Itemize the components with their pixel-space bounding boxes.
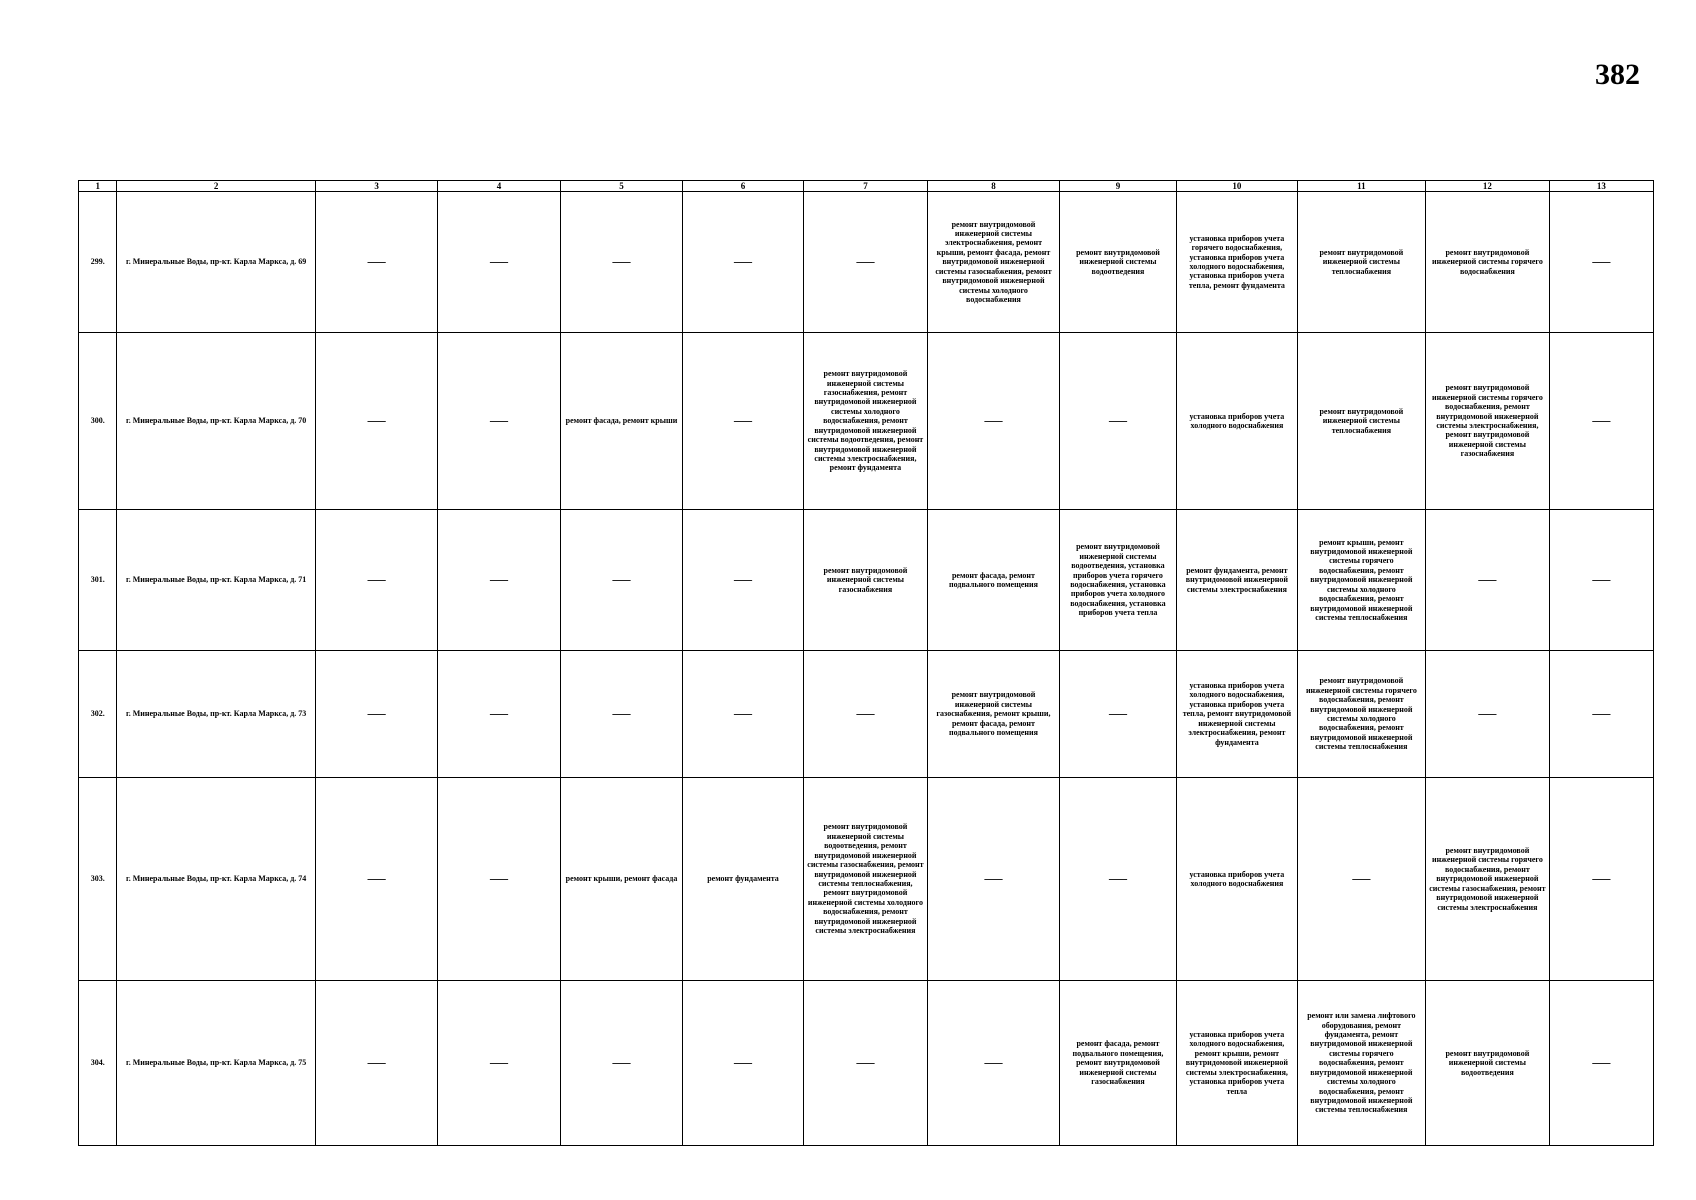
- dash-mark: —: [1592, 410, 1611, 431]
- empty-cell: [438, 333, 560, 510]
- empty-cell: [1549, 981, 1653, 1146]
- dash-mark: —: [1592, 868, 1611, 889]
- address-cell: г. Минеральные Воды, пр-кт. Карла Маркса, д. 75: [117, 981, 315, 1146]
- dash-mark: —: [1478, 569, 1497, 590]
- empty-cell: [438, 778, 560, 981]
- dash-mark: —: [1108, 410, 1127, 431]
- page-number: 382: [1595, 58, 1640, 91]
- dash-mark: —: [856, 251, 875, 272]
- repair-work-cell: ремонт крыши, ремонт внутридомовой инженерной системы горячего водоснабжения, ремонт внутридомовой инженерной системы холодного водоснабжения, ремонт внутридомовой инженерной системы теплоснабжения: [1297, 510, 1426, 651]
- empty-cell: [683, 192, 803, 333]
- repair-schedule-table: [78, 180, 1654, 1146]
- column-header: 1: [79, 181, 117, 192]
- table-row: [79, 651, 1654, 778]
- column-header: 10: [1177, 181, 1297, 192]
- empty-cell: [560, 981, 682, 1146]
- row-number: 304.: [79, 981, 117, 1146]
- column-header: 5: [560, 181, 682, 192]
- table-row: [79, 333, 1654, 510]
- dash-mark: —: [1592, 251, 1611, 272]
- table-body: [79, 192, 1654, 1146]
- dash-mark: —: [733, 703, 752, 724]
- repair-work-cell: ремонт внутридомовой инженерной системы газоснабжения: [803, 510, 928, 651]
- repair-work-cell: ремонт фундамента: [683, 778, 803, 981]
- empty-cell: [438, 510, 560, 651]
- dash-mark: —: [733, 569, 752, 590]
- repair-work-cell: ремонт фасада, ремонт крыши: [560, 333, 682, 510]
- empty-cell: [315, 192, 437, 333]
- empty-cell: [315, 651, 437, 778]
- address-cell: г. Минеральные Воды, пр-кт. Карла Маркса, д. 73: [117, 651, 315, 778]
- repair-work-cell: установка приборов учета холодного водоснабжения, установка приборов учета тепла, ремонт внутридомовой инженерной системы электроснабжения, ремонт фундамента: [1177, 651, 1297, 778]
- column-number-header-row: [79, 181, 1654, 192]
- empty-cell: [1059, 651, 1176, 778]
- address-cell: г. Минеральные Воды, пр-кт. Карла Маркса, д. 74: [117, 778, 315, 981]
- repair-work-cell: установка приборов учета холодного водоснабжения, ремонт крыши, ремонт внутридомовой инженерной системы электроснабжения, установка приборов учета тепла: [1177, 981, 1297, 1146]
- address-cell: г. Минеральные Воды, пр-кт. Карла Маркса, д. 69: [117, 192, 315, 333]
- empty-cell: [803, 981, 928, 1146]
- table-row: [79, 981, 1654, 1146]
- dash-mark: —: [733, 410, 752, 431]
- row-number: 301.: [79, 510, 117, 651]
- repair-work-cell: ремонт внутридомовой инженерной системы горячего водоснабжения, ремонт внутридомовой инженерной системы газоснабжения, ремонт внутридомовой инженерной системы электроснабжения: [1426, 778, 1549, 981]
- empty-cell: [928, 778, 1060, 981]
- repair-work-cell: ремонт внутридомовой инженерной системы водоотведения, ремонт внутридомовой инженерной системы газоснабжения, ремонт внутридомовой инженерной системы теплоснабжения, ремонт внутридомовой инженерной системы холодного водоснабжения, ремонт внутридомовой инженерной системы электроснабжения: [803, 778, 928, 981]
- repair-work-cell: ремонт внутридомовой инженерной системы горячего водоснабжения, ремонт внутридомовой инженерной системы холодного водоснабжения, ремонт внутридомовой инженерной системы теплоснабжения: [1297, 651, 1426, 778]
- empty-cell: [928, 981, 1060, 1146]
- address-cell: г. Минеральные Воды, пр-кт. Карла Маркса, д. 71: [117, 510, 315, 651]
- dash-mark: —: [1592, 703, 1611, 724]
- repair-work-cell: ремонт внутридомовой инженерной системы водоотведения: [1059, 192, 1176, 333]
- repair-work-cell: установка приборов учета холодного водоснабжения: [1177, 333, 1297, 510]
- empty-cell: [438, 981, 560, 1146]
- dash-mark: —: [1108, 703, 1127, 724]
- dash-mark: —: [984, 410, 1003, 431]
- row-number: 299.: [79, 192, 117, 333]
- repair-work-cell: ремонт внутридомовой инженерной системы газоснабжения, ремонт крыши, ремонт фасада, ремонт подвального помещения: [928, 651, 1060, 778]
- column-header: 13: [1549, 181, 1653, 192]
- empty-cell: [315, 981, 437, 1146]
- address-cell: г. Минеральные Воды, пр-кт. Карла Маркса, д. 70: [117, 333, 315, 510]
- empty-cell: [683, 333, 803, 510]
- column-header: 7: [803, 181, 928, 192]
- empty-cell: [315, 778, 437, 981]
- table-row: [79, 778, 1654, 981]
- column-header: 8: [928, 181, 1060, 192]
- repair-work-cell: установка приборов учета горячего водоснабжения, установка приборов учета холодного водоснабжения, установка приборов учета тепла, ремонт фундамента: [1177, 192, 1297, 333]
- table-row: [79, 510, 1654, 651]
- table-row: [79, 192, 1654, 333]
- dash-mark: —: [490, 251, 509, 272]
- dash-mark: —: [367, 569, 386, 590]
- repair-work-cell: ремонт внутридомовой инженерной системы теплоснабжения: [1297, 333, 1426, 510]
- dash-mark: —: [612, 251, 631, 272]
- empty-cell: [1426, 651, 1549, 778]
- row-number: 303.: [79, 778, 117, 981]
- dash-mark: —: [367, 1052, 386, 1073]
- dash-mark: —: [367, 251, 386, 272]
- repair-work-cell: установка приборов учета холодного водоснабжения: [1177, 778, 1297, 981]
- dash-mark: —: [1352, 868, 1371, 889]
- repair-work-cell: ремонт внутридомовой инженерной системы горячего водоснабжения: [1426, 192, 1549, 333]
- empty-cell: [315, 510, 437, 651]
- empty-cell: [1297, 778, 1426, 981]
- empty-cell: [1059, 778, 1176, 981]
- dash-mark: —: [733, 1052, 752, 1073]
- empty-cell: [1549, 778, 1653, 981]
- empty-cell: [683, 510, 803, 651]
- repair-work-cell: ремонт внутридомовой инженерной системы водоотведения: [1426, 981, 1549, 1146]
- dash-mark: —: [984, 868, 1003, 889]
- repair-work-cell: ремонт внутридомовой инженерной системы горячего водоснабжения, ремонт внутридомовой инженерной системы электроснабжения, ремонт внутридомовой инженерной системы газоснабжения: [1426, 333, 1549, 510]
- dash-mark: —: [612, 1052, 631, 1073]
- repair-work-cell: ремонт фасада, ремонт подвального помещения, ремонт внутридомовой инженерной системы газоснабжения: [1059, 981, 1176, 1146]
- repair-work-cell: ремонт внутридомовой инженерной системы газоснабжения, ремонт внутридомовой инженерной системы холодного водоснабжения, ремонт внутридомовой инженерной системы водоотведения, ремонт внутридомовой инженерной системы электроснабжения, ремонт фундамента: [803, 333, 928, 510]
- column-header: 12: [1426, 181, 1549, 192]
- repair-work-cell: ремонт фундамента, ремонт внутридомовой инженерной системы электроснабжения: [1177, 510, 1297, 651]
- repair-work-cell: ремонт или замена лифтового оборудования, ремонт фундамента, ремонт внутридомовой инженерной системы горячего водоснабжения, ремонт внутридомовой инженерной системы холодного водоснабжения, ремонт внутридомовой инженерной системы теплоснабжения: [1297, 981, 1426, 1146]
- dash-mark: —: [490, 868, 509, 889]
- dash-mark: —: [856, 1052, 875, 1073]
- empty-cell: [803, 651, 928, 778]
- dash-mark: —: [367, 868, 386, 889]
- empty-cell: [560, 192, 682, 333]
- empty-cell: [1059, 333, 1176, 510]
- empty-cell: [928, 333, 1060, 510]
- empty-cell: [560, 510, 682, 651]
- column-header: 6: [683, 181, 803, 192]
- dash-mark: —: [490, 410, 509, 431]
- repair-work-cell: ремонт фасада, ремонт подвального помещения: [928, 510, 1060, 651]
- column-header: 3: [315, 181, 437, 192]
- empty-cell: [1549, 192, 1653, 333]
- dash-mark: —: [1592, 569, 1611, 590]
- empty-cell: [683, 651, 803, 778]
- dash-mark: —: [612, 569, 631, 590]
- empty-cell: [683, 981, 803, 1146]
- dash-mark: —: [1478, 703, 1497, 724]
- dash-mark: —: [1592, 1052, 1611, 1073]
- empty-cell: [1549, 651, 1653, 778]
- dash-mark: —: [984, 1052, 1003, 1073]
- empty-cell: [438, 192, 560, 333]
- dash-mark: —: [612, 703, 631, 724]
- column-header: 11: [1297, 181, 1426, 192]
- empty-cell: [803, 192, 928, 333]
- column-header: 4: [438, 181, 560, 192]
- dash-mark: —: [733, 251, 752, 272]
- empty-cell: [438, 651, 560, 778]
- repair-work-cell: ремонт внутридомовой инженерной системы электроснабжения, ремонт крыши, ремонт фасада, ремонт внутридомовой инженерной системы газоснабжения, ремонт внутридомовой инженерной системы холодного водоснабжения: [928, 192, 1060, 333]
- column-header: 9: [1059, 181, 1176, 192]
- column-header: 2: [117, 181, 315, 192]
- dash-mark: —: [1108, 868, 1127, 889]
- dash-mark: —: [367, 410, 386, 431]
- dash-mark: —: [367, 703, 386, 724]
- empty-cell: [1549, 333, 1653, 510]
- dash-mark: —: [490, 703, 509, 724]
- dash-mark: —: [490, 1052, 509, 1073]
- row-number: 302.: [79, 651, 117, 778]
- repair-work-cell: ремонт внутридомовой инженерной системы водоотведения, установка приборов учета горячего водоснабжения, установка приборов учета холодного водоснабжения, установка приборов учета тепла: [1059, 510, 1176, 651]
- empty-cell: [1426, 510, 1549, 651]
- dash-mark: —: [490, 569, 509, 590]
- dash-mark: —: [856, 703, 875, 724]
- empty-cell: [315, 333, 437, 510]
- empty-cell: [560, 651, 682, 778]
- empty-cell: [1549, 510, 1653, 651]
- row-number: 300.: [79, 333, 117, 510]
- repair-work-cell: ремонт внутридомовой инженерной системы теплоснабжения: [1297, 192, 1426, 333]
- repair-work-cell: ремонт крыши, ремонт фасада: [560, 778, 682, 981]
